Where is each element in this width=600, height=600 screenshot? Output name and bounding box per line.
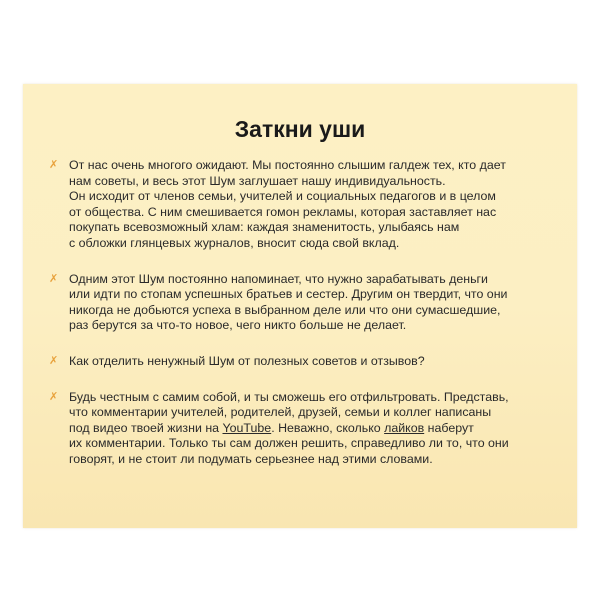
bullet-line: что комментарии учителей, родителей, друзей, семьи и коллег написаны xyxy=(69,405,492,420)
bullet-marker-icon: ✗ xyxy=(49,159,59,171)
bullet-item-3 xyxy=(49,354,569,370)
bullet-marker-icon: ✗ xyxy=(49,354,59,367)
bullet-text: наберут xyxy=(424,420,474,435)
bullet-item-1 xyxy=(49,158,569,252)
bullet-line: Как отделить ненужный Шум от полезных советов и отзывов? xyxy=(69,353,425,368)
bullet-line: с обложки глянцевых журналов, вносит сюда свой вклад. xyxy=(69,235,400,250)
bullet-line: Одним этот Шум постоянно напоминает, что нужно зарабатывать деньги xyxy=(69,271,488,286)
bullet-line: Будь честным с самим собой, и ты сможешь его отфильтровать. Представь, xyxy=(69,389,509,404)
bullet-marker-icon: ✗ xyxy=(49,390,59,403)
bullet-marker-icon: ✗ xyxy=(49,272,59,285)
bullet-item-2 xyxy=(49,272,569,334)
bullet-line: никогда не добьются успеха в выбранном деле или что они сумасшедшие, xyxy=(69,302,501,317)
bullet-line: раз берутся за что-то новое, чего никто больше не делает. xyxy=(69,318,407,333)
bullet-text: под видео твоей жизни на xyxy=(69,420,223,435)
bullet-line: их комментарии. Только ты сам должен решить, справедливо ли то, что они xyxy=(69,436,509,451)
bullet-line: или идти по стопам успешных братьев и сестер. Другим он твердит, что они xyxy=(69,287,508,302)
bullet-line: От нас очень многого ожидают. Мы постоянно слышим галдеж тех, кто дает xyxy=(69,158,506,172)
bullet-line xyxy=(69,421,569,437)
youtube-link[interactable]: YouTube xyxy=(222,420,272,435)
bullet-line: нам советы, и весь этот Шум заглушает нашу индивидуальность. xyxy=(69,173,446,188)
likes-link[interactable]: лайков xyxy=(384,420,425,435)
bullet-line: говорят, и не стоит ли подумать серьезнее над этими словами. xyxy=(69,451,433,466)
slide-title: Заткни уши xyxy=(234,116,366,142)
bullet-list xyxy=(49,158,569,468)
bullet-line: покупать всевозможный хлам: каждая знаменитость, улыбаясь нам xyxy=(69,220,460,235)
slide xyxy=(23,84,577,528)
bullet-line: от общества. С ним смешивается гомон рекламы, которая заставляет нас xyxy=(69,204,497,219)
bullet-item-4 xyxy=(49,390,569,468)
bullet-text: . Неважно, сколько xyxy=(271,420,385,435)
bullet-line: Он исходит от членов семьи, учителей и социальных педагогов и в целом xyxy=(69,189,496,204)
